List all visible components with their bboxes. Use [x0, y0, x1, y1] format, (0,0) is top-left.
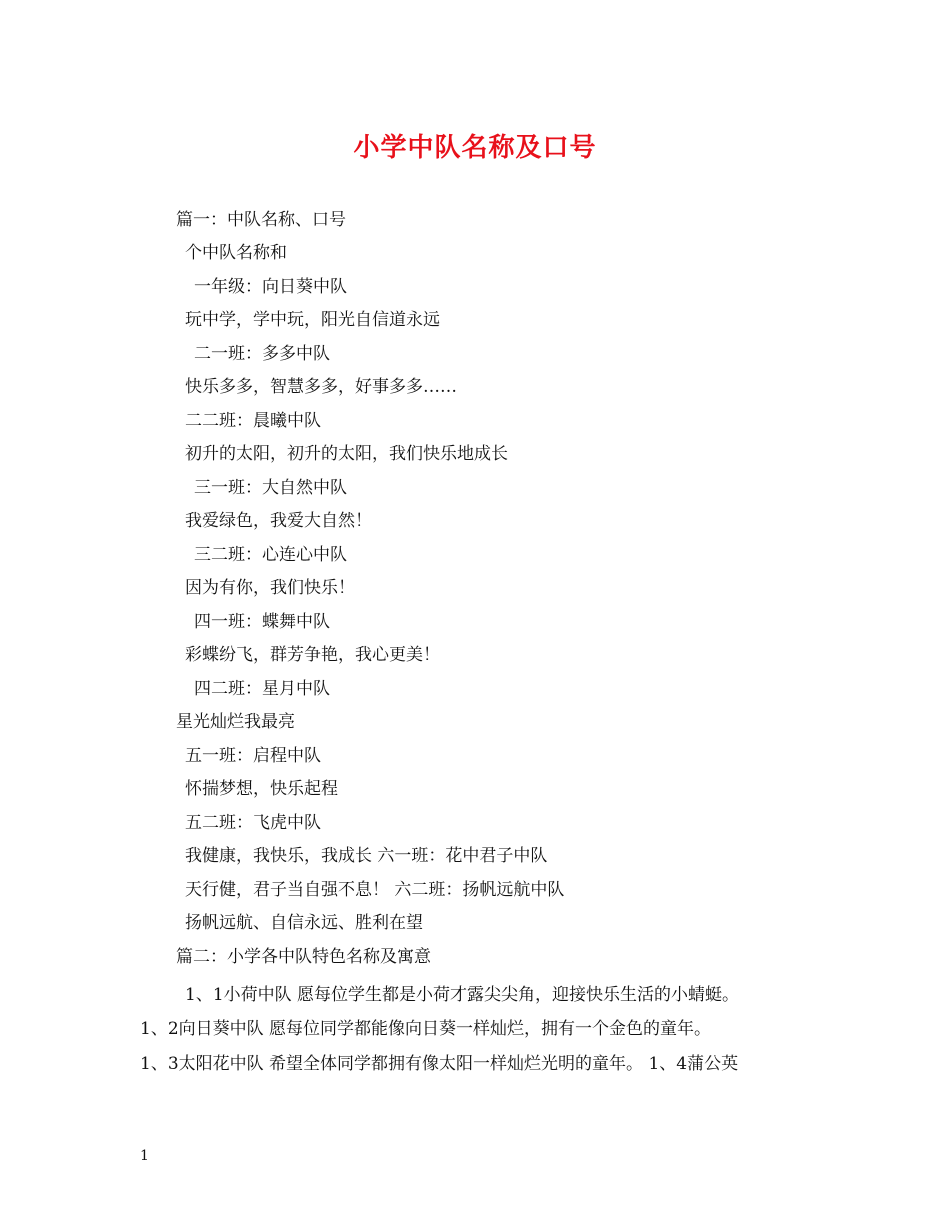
- text-line: 天行健，君子当自强不息！ 六二班：扬帆远航中队: [185, 880, 565, 900]
- text-line: 初升的太阳，初升的太阳，我们快乐地成长: [185, 444, 508, 464]
- text-line: 五二班：飞虎中队: [185, 813, 321, 833]
- text-line: 五一班：启程中队: [185, 746, 321, 766]
- text-line: 二二班：晨曦中队: [185, 411, 321, 431]
- text-line: 1、2向日葵中队 愿每位同学都能像向日葵一样灿烂，拥有一个金色的童年。: [140, 1019, 712, 1039]
- text-line: 玩中学，学中玩，阳光自信道永远: [185, 310, 440, 330]
- text-line: 四一班：蝶舞中队: [194, 612, 330, 632]
- text-line: 1、1小荷中队 愿每位学生都是小荷才露尖尖角，迎接快乐生活的小蜻蜓。: [185, 985, 740, 1005]
- text-line: 篇二：小学各中队特色名称及寓意: [176, 947, 431, 967]
- text-line: 一年级：向日葵中队: [194, 277, 347, 297]
- text-line: 我健康，我快乐，我成长 六一班：花中君子中队: [185, 846, 548, 866]
- text-line: 二一班：多多中队: [194, 344, 330, 364]
- page-number: 1: [140, 1148, 149, 1164]
- text-line: 个中队名称和: [185, 243, 287, 263]
- text-line: 彩蝶纷飞，群芳争艳，我心更美！: [185, 645, 440, 665]
- text-line: 我爱绿色，我爱大自然！: [185, 511, 372, 531]
- text-line: 三一班：大自然中队: [194, 478, 347, 498]
- text-line: 三二班：心连心中队: [194, 545, 347, 565]
- text-line: 因为有你，我们快乐！: [185, 578, 355, 598]
- text-line: 快乐多多，智慧多多，好事多多……: [185, 377, 457, 397]
- text-line: 篇一：中队名称、口号: [176, 210, 346, 230]
- text-line: 1、3太阳花中队 希望全体同学都拥有像太阳一样灿烂光明的童年。 1、4蒲公英: [140, 1054, 739, 1074]
- page-title: 小学中队名称及口号: [353, 133, 597, 163]
- text-line: 怀揣梦想，快乐起程: [185, 779, 338, 799]
- text-line: 四二班：星月中队: [194, 679, 330, 699]
- text-line: 扬帆远航、自信永远、胜利在望: [185, 913, 423, 933]
- text-line: 星光灿烂我最亮: [176, 712, 295, 732]
